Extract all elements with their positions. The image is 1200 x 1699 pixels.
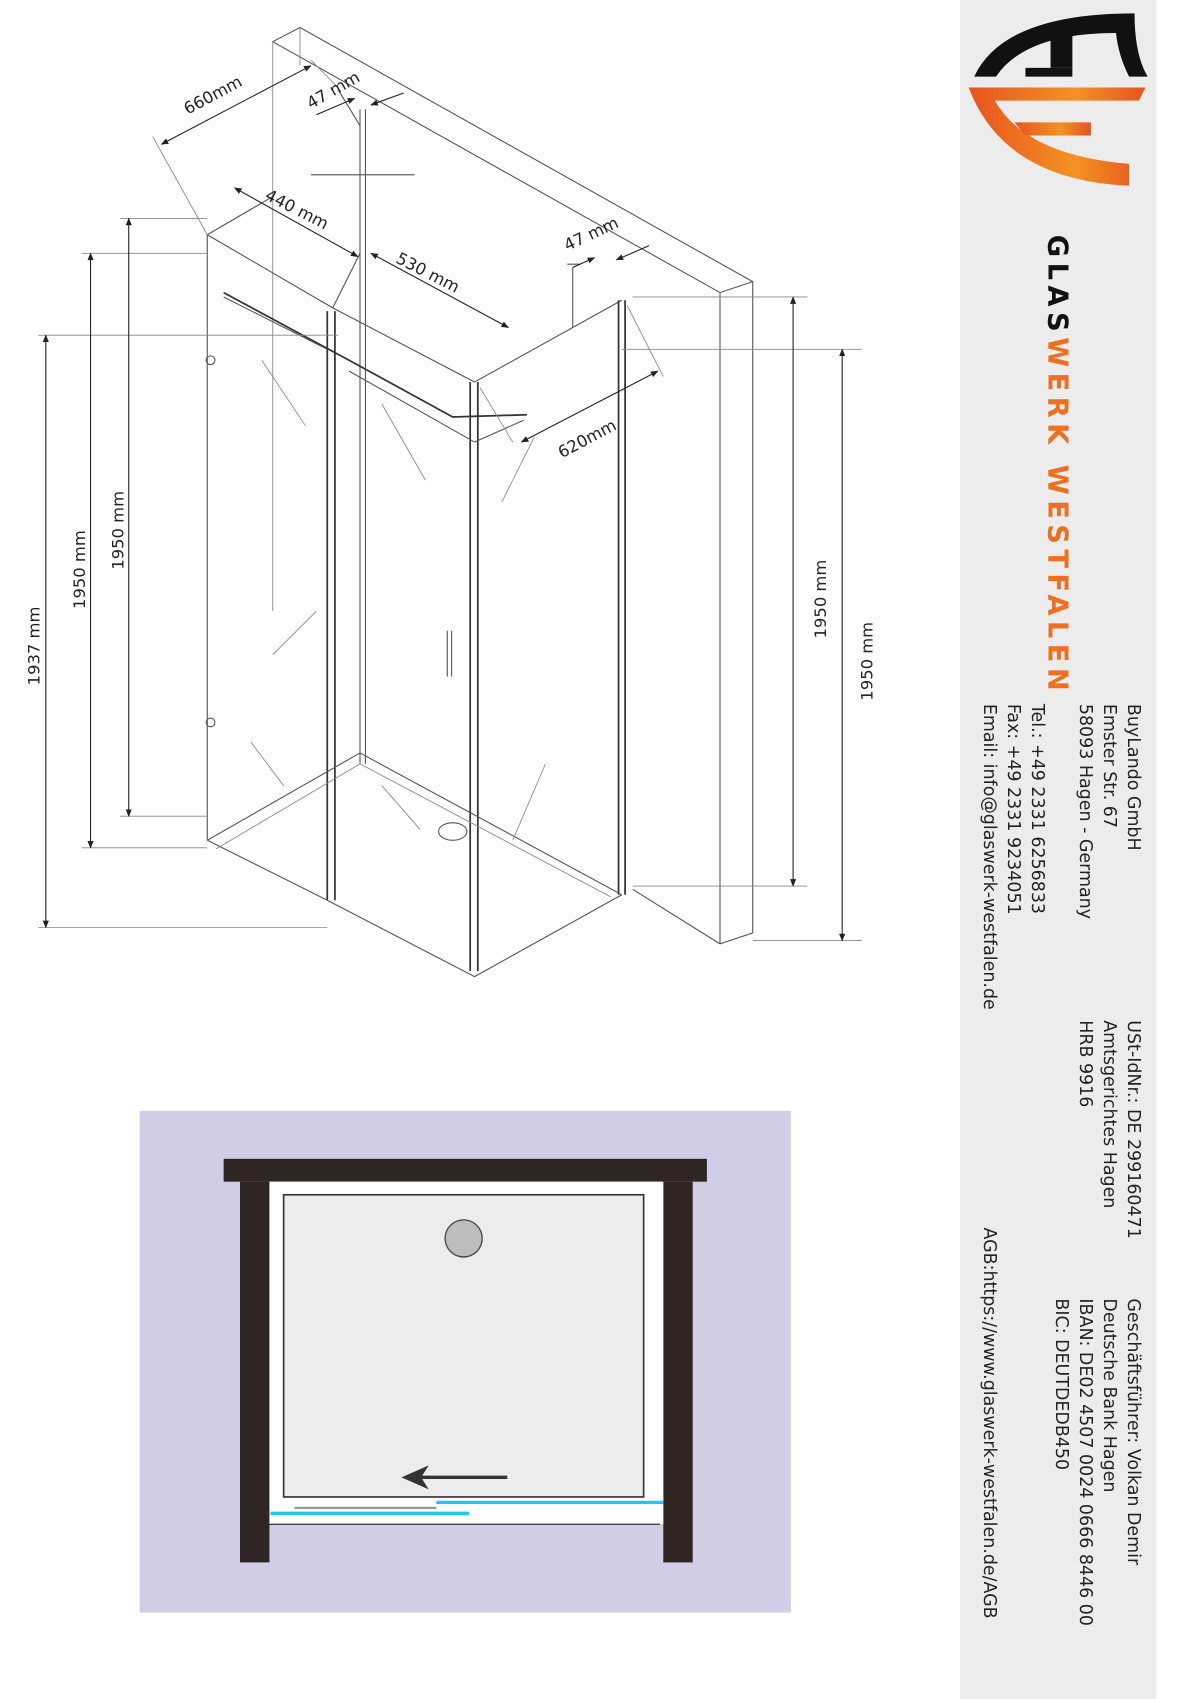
email: Email: info@glaswerk-westfalen.de — [979, 703, 999, 1010]
drain-icon — [439, 823, 467, 840]
dim-height-left-1: 1950 mm — [70, 530, 90, 609]
company-sidebar — [960, 0, 1156, 1699]
brand-name: GLASWERK WESTFALEN — [1041, 234, 1073, 697]
svg-text:IBAN: DE02 4507 0024 0666 8446: IBAN: DE02 4507 0024 0666 8446 00 — [1075, 1298, 1095, 1626]
dim-side-panel: 620mm — [554, 415, 620, 462]
drain-icon — [445, 1220, 482, 1257]
svg-text:USt-IdNr.: DE 299160471: USt-IdNr.: DE 299160471 — [1123, 1020, 1143, 1239]
svg-text:Amtsgerichtes Hagen: Amtsgerichtes Hagen — [1099, 1020, 1119, 1209]
back-wall — [224, 1159, 707, 1182]
svg-text:HRB 9916: HRB 9916 — [1075, 1020, 1095, 1108]
svg-text:58093 Hagen - Germany: 58093 Hagen - Germany — [1075, 703, 1095, 920]
dimension-labels — [24, 67, 876, 700]
svg-text:BIC: DEUTDEDB450: BIC: DEUTDEDB450 — [1051, 1298, 1071, 1471]
svg-text:Geschäftsführer: Volkan Demir: Geschäftsführer: Volkan Demir — [1123, 1298, 1143, 1566]
phone: Tel.: +49 2331 6256833 — [1027, 703, 1047, 915]
shower-plan-view — [140, 1111, 791, 1613]
dim-height-right-2: 1950 mm — [857, 621, 877, 701]
svg-text:BuyLando GmbH: BuyLando GmbH — [1123, 703, 1143, 851]
dimension-lines — [38, 60, 862, 940]
agb-link[interactable]: AGB:https://www.glaswerk-westfalen.de/AGB — [979, 1227, 999, 1619]
dim-door-width: 530 mm — [393, 248, 463, 297]
dim-height-right-1: 1950 mm — [810, 559, 830, 639]
left-wall — [240, 1182, 269, 1563]
dim-wall-depth: 660mm — [180, 71, 246, 119]
dim-height-total: 1937 mm — [24, 606, 44, 686]
svg-text:Deutsche Bank Hagen: Deutsche Bank Hagen — [1099, 1298, 1119, 1493]
svg-text:Emster Str. 67: Emster Str. 67 — [1099, 703, 1119, 828]
dim-height-left-2: 1950 mm — [108, 490, 128, 570]
dim-left-profile: 47 mm — [303, 67, 364, 113]
dim-right-profile: 47 mm — [560, 213, 622, 255]
shower-isometric-drawing — [24, 28, 876, 977]
fax: Fax: +49 2331 9234051 — [1003, 703, 1023, 915]
right-wall — [663, 1182, 692, 1563]
shower-enclosure — [206, 90, 625, 977]
wall — [273, 28, 753, 944]
dim-fixed-panel: 440 mm — [262, 185, 332, 234]
